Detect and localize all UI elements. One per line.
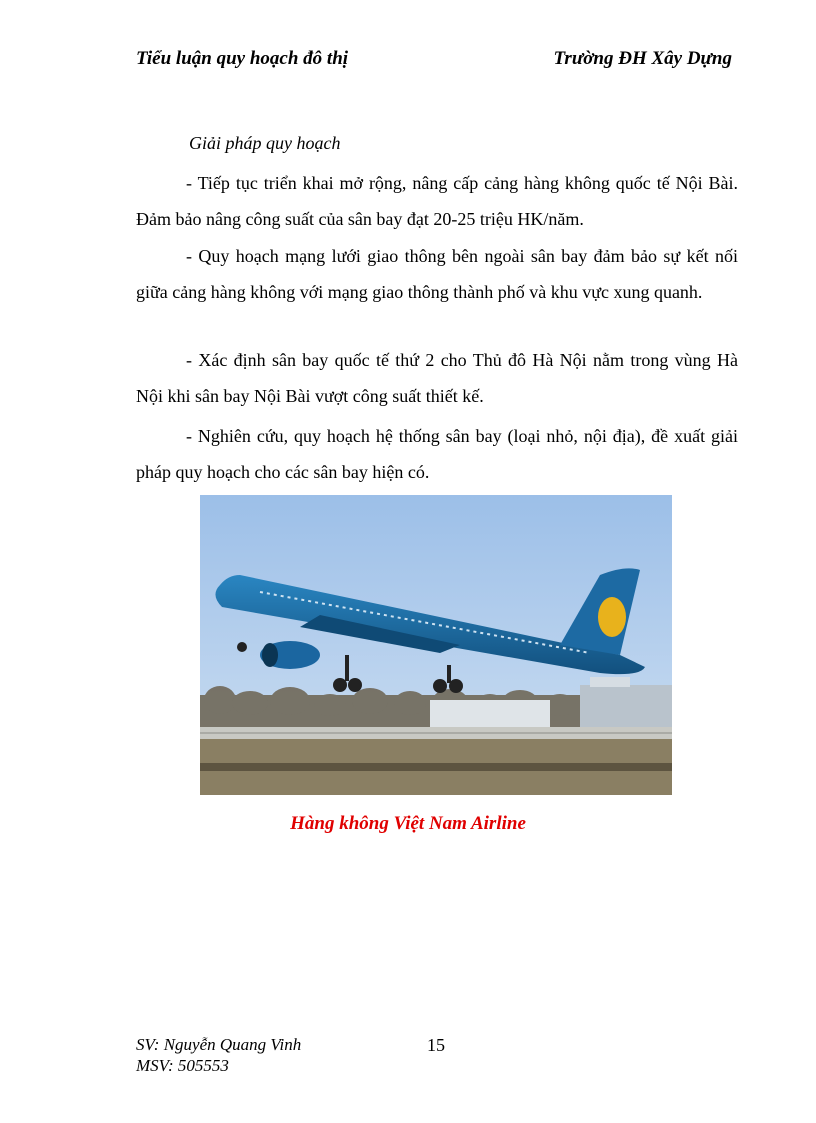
- page-number: 15: [427, 1035, 445, 1055]
- paragraph-1-text: - Tiếp tục triển khai mở rộng, nâng cấp cảng hàng không quốc tế Nội Bài. Đảm bảo nâng công suất của sân bay đạt 20-25 triệu HK/năm.: [136, 173, 738, 229]
- footer-student-name: SV: Nguyễn Quang Vinh: [136, 1035, 302, 1054]
- photo-caption: Hàng không Việt Nam Airline: [290, 813, 526, 834]
- paragraph-2: [136, 238, 738, 310]
- section-title: Giải pháp quy hoạch: [189, 133, 341, 153]
- header-right-title: Trường ĐH Xây Dựng: [553, 48, 732, 69]
- airplane-photo: [200, 495, 672, 795]
- paragraph-4: [136, 418, 738, 490]
- paragraph-4-text: - Nghiên cứu, quy hoạch hệ thống sân bay (loại nhỏ, nội địa), đề xuất giải pháp quy hoạch cho các sân bay hiện có.: [136, 426, 738, 482]
- paragraph-3-text: - Xác định sân bay quốc tế thứ 2 cho Thủ đô Hà Nội nằm trong vùng Hà Nội khi sân bay Nội Bài vượt công suất thiết kế.: [136, 350, 738, 406]
- paragraph-3: [136, 342, 738, 414]
- paragraph-1: [136, 165, 738, 237]
- paragraph-2-text: - Quy hoạch mạng lưới giao thông bên ngoài sân bay đảm bảo sự kết nối giữa cảng hàng không với mạng giao thông thành phố và khu vực xung quanh.: [136, 246, 738, 302]
- footer-student-id: MSV: 505553: [136, 1056, 229, 1075]
- header-left-title: Tiểu luận quy hoạch đô thị: [136, 48, 349, 69]
